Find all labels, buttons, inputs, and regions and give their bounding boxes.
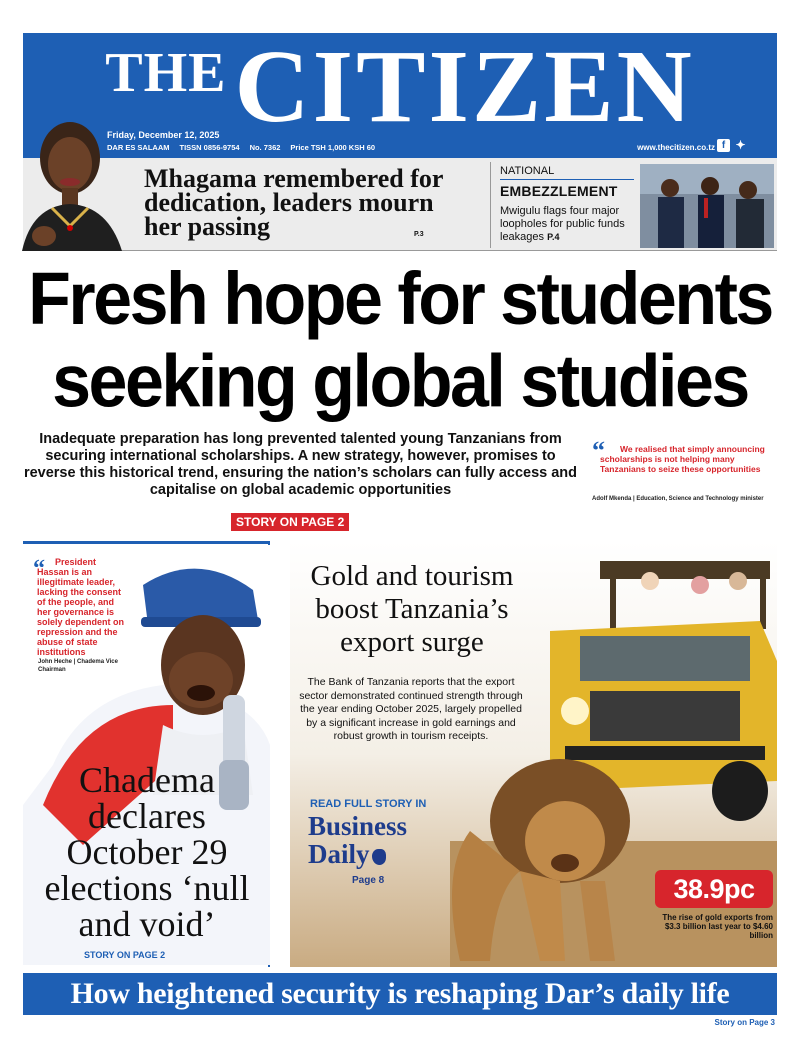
main-quote-credit: Adolf Mkenda | Education, Science and Technology minister [592, 496, 764, 502]
main-standfirst: Inadequate preparation has long prevented talented young Tanzanians from securing international scholarships. A new strategy, however, promises to reverse this historical trend, ensuring the nation’s scholars can fully access and capitalise on global academic opportunities [23, 431, 578, 498]
national-teaser-page: P.4 [547, 232, 560, 242]
issue-number: No. 7362 [249, 143, 281, 152]
masthead-the: THE [105, 42, 227, 104]
masthead [23, 29, 777, 158]
left-story-link[interactable]: STORY ON PAGE 2 [84, 950, 166, 960]
bottom-story-link[interactable]: Story on Page 3 [714, 1018, 775, 1027]
national-headline[interactable]: EMBEZZLEMENT [500, 183, 618, 199]
issue-date: Friday, December 12, 2025 [107, 130, 220, 140]
masthead-citizen: CITIZEN [234, 29, 695, 144]
business-daily-line2: Daily [308, 839, 370, 869]
website-link[interactable]: www.thecitizen.co.tz [637, 143, 715, 152]
stat-badge: 38.9pc [655, 870, 773, 908]
national-rule [500, 179, 634, 180]
masthead-title [23, 29, 777, 144]
issue-city: DAR ES SALAAM [107, 143, 170, 152]
read-full-label: READ FULL STORY IN [310, 798, 427, 810]
bottom-banner-headline[interactable]: How heightened security is reshaping Dar’s daily life [23, 973, 777, 1015]
top-strip-page: P.3 [414, 231, 424, 238]
feature-headline[interactable]: Gold and tourism boost Tanzania’s export surge [310, 560, 514, 658]
mhagama-portrait [12, 86, 130, 251]
issue-meta [107, 143, 385, 152]
business-daily-logo[interactable] [308, 812, 407, 868]
top-strip-headline[interactable]: Mhagama remembered for dedication, leaders mourn her passing [144, 164, 443, 241]
national-section-label: NATIONAL [500, 165, 555, 177]
social-links [717, 139, 747, 152]
main-quote: We realised that simply announcing scholarships is not helping many Tanzanians to seize these opportunities [600, 444, 765, 474]
national-teaser[interactable] [500, 205, 635, 244]
africa-map-icon [372, 849, 386, 865]
facebook-icon[interactable]: f [717, 139, 730, 152]
main-headline[interactable]: Fresh hope for students seeking global studies [28, 257, 772, 423]
issue-issn: TISSN 0856-9754 [179, 143, 240, 152]
svg-text:“: “ [33, 558, 45, 576]
main-story-badge[interactable]: STORY ON PAGE 2 [231, 513, 349, 531]
mwigulu-photo [640, 164, 774, 248]
svg-text:“: “ [592, 440, 605, 460]
feature-text: The Bank of Tanzania reports that the export sector demonstrated continued strength through the year ending October 2025, largely propelled by a significant increase in gold earnings and robust growth in tourism receipts. [299, 676, 523, 742]
heche-quote: President Hassan is an illegitimate leader, lacking the consent of the people, and her governance is solely dependent on repression and the abuse of state institutions [37, 557, 125, 657]
stat-caption: The rise of gold exports from $3.3 billion last year to $4.60 billion [662, 913, 773, 940]
issue-price: Price TSH 1,000 KSH 60 [290, 143, 376, 152]
business-daily-line1: Business [308, 811, 408, 841]
heche-quote-credit: John Heche | Chadema Vice Chairman [38, 659, 118, 673]
twitter-icon[interactable]: ✦ [735, 138, 746, 152]
strip-divider [490, 162, 491, 248]
left-story-headline[interactable]: Chadema declares October 29 elections ‘null and void’ [44, 760, 250, 944]
business-daily-page: Page 8 [352, 875, 385, 886]
national-teaser-text: Mwigulu flags four major loopholes for public funds leakages [500, 205, 625, 243]
